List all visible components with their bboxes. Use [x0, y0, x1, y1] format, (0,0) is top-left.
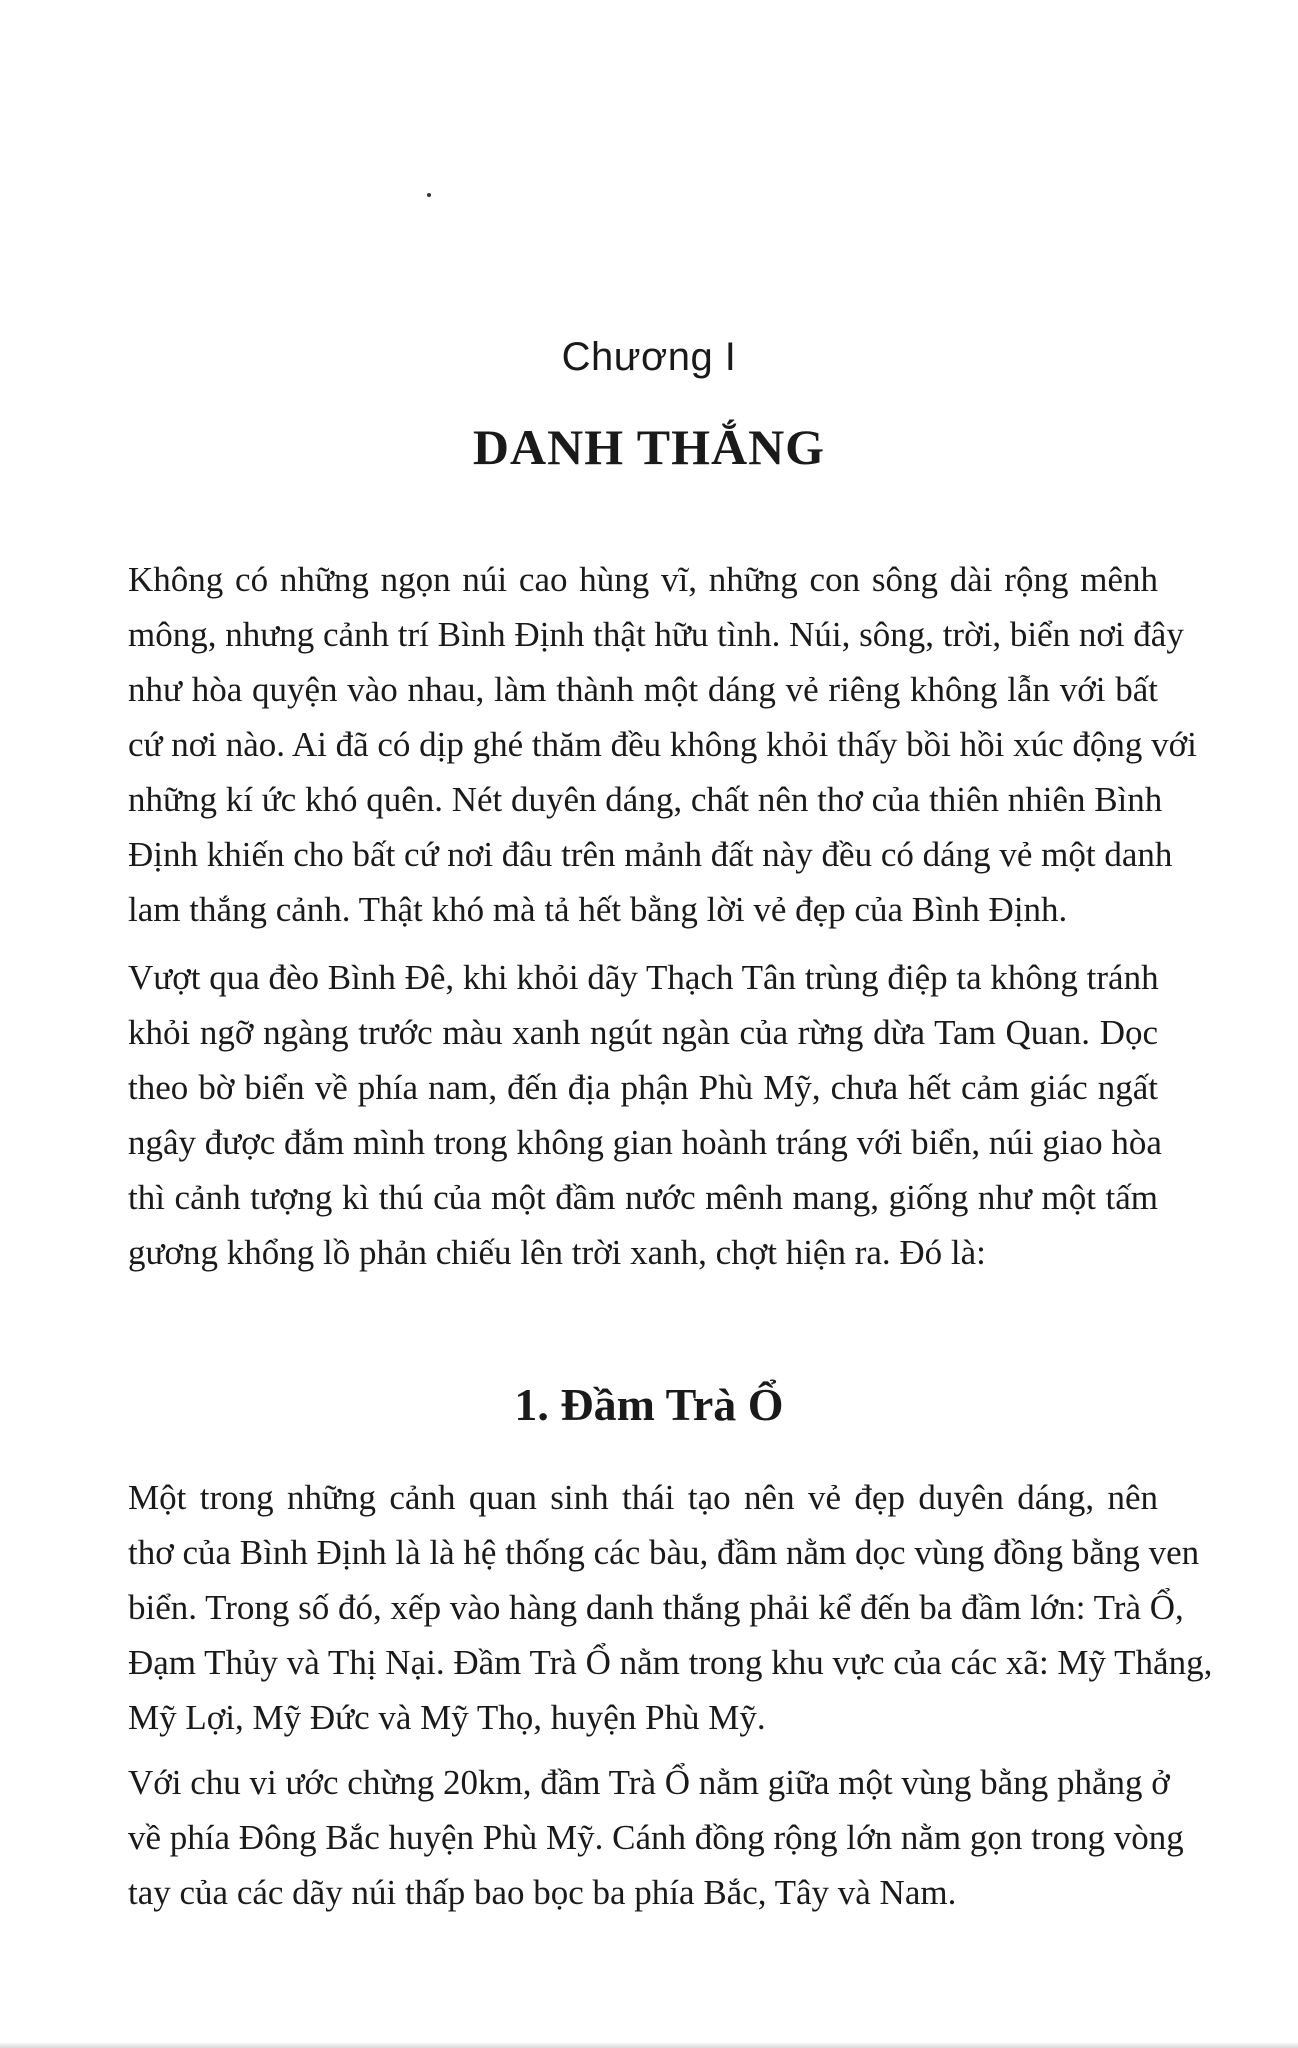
section-paragraph-1: [128, 1470, 1213, 1745]
paragraph-line: về phía Đông Bắc huyện Phù Mỹ. Cánh đồng rộng lớn nằm gọn trong vòng: [128, 1818, 1184, 1857]
paragraph-line: Mỹ Lợi, Mỹ Đức và Mỹ Thọ, huyện Phù Mỹ.: [128, 1698, 766, 1737]
paragraph-line: tay của các dãy núi thấp bao bọc ba phía Bắc, Tây và Nam.: [128, 1873, 957, 1912]
ink-speck: [427, 193, 431, 197]
section-heading: 1. Đầm Trà Ổ: [514, 1379, 784, 1430]
paragraph-line: Đạm Thủy và Thị Nại. Đầm Trà Ổ nằm trong khu vực của các xã: Mỹ Thắng,: [128, 1643, 1213, 1682]
paragraph-line: theo bờ biển về phía nam, đến địa phận Phù Mỹ, chưa hết cảm giác ngất: [128, 1068, 1158, 1107]
chapter-title: DANH THẮNG: [472, 419, 826, 475]
section-paragraph-2: [128, 1755, 1184, 1920]
paragraph-line: Vượt qua đèo Bình Đê, khi khỏi dãy Thạch Tân trùng điệp ta không tránh: [128, 958, 1159, 997]
page-bottom-edge: [0, 2042, 1298, 2048]
paragraph-line: gương khổng lồ phản chiếu lên trời xanh, chợt hiện ra. Đó là:: [128, 1233, 986, 1272]
paragraph-line: thì cảnh tượng kì thú của một đầm nước mênh mang, giống như một tấm: [128, 1178, 1158, 1217]
paragraph-line: lam thắng cảnh. Thật khó mà tả hết bằng lời vẻ đẹp của Bình Định.: [128, 890, 1068, 929]
paragraph-line: khỏi ngỡ ngàng trước màu xanh ngút ngàn của rừng dừa Tam Quan. Dọc: [128, 1013, 1158, 1052]
paragraph-line: ngây được đắm mình trong không gian hoành tráng với biển, núi giao hòa: [128, 1123, 1162, 1162]
paragraph-line: thơ của Bình Định là là hệ thống các bàu, đầm nằm dọc vùng đồng bằng ven: [128, 1533, 1200, 1572]
paragraph-line: Không có những ngọn núi cao hùng vĩ, những con sông dài rộng mênh: [128, 560, 1158, 599]
chapter-label: Chương I: [561, 335, 737, 379]
paragraph-line: Một trong những cảnh quan sinh thái tạo nên vẻ đẹp duyên dáng, nên: [128, 1478, 1158, 1517]
paragraph-line: mông, nhưng cảnh trí Bình Định thật hữu tình. Núi, sông, trời, biển nơi đây: [128, 615, 1184, 654]
intro-paragraph-2: [128, 950, 1162, 1280]
paragraph-line: những kí ức khó quên. Nét duyên dáng, chất nên thơ của thiên nhiên Bình: [128, 780, 1163, 819]
intro-paragraph-1: [128, 552, 1197, 937]
paragraph-line: Với chu vi ước chừng 20km, đầm Trà Ổ nằm giữa một vùng bằng phẳng ở: [128, 1763, 1170, 1802]
paragraph-line: Định khiến cho bất cứ nơi đâu trên mảnh đất này đều có dáng vẻ một danh: [128, 835, 1173, 874]
paragraph-line: như hòa quyện vào nhau, làm thành một dáng vẻ riêng không lẫn với bất: [128, 670, 1158, 709]
paragraph-line: cứ nơi nào. Ai đã có dịp ghé thăm đều không khỏi thấy bồi hồi xúc động với: [128, 725, 1197, 764]
paragraph-line: biển. Trong số đó, xếp vào hàng danh thắng phải kể đến ba đầm lớn: Trà Ổ,: [128, 1588, 1184, 1627]
